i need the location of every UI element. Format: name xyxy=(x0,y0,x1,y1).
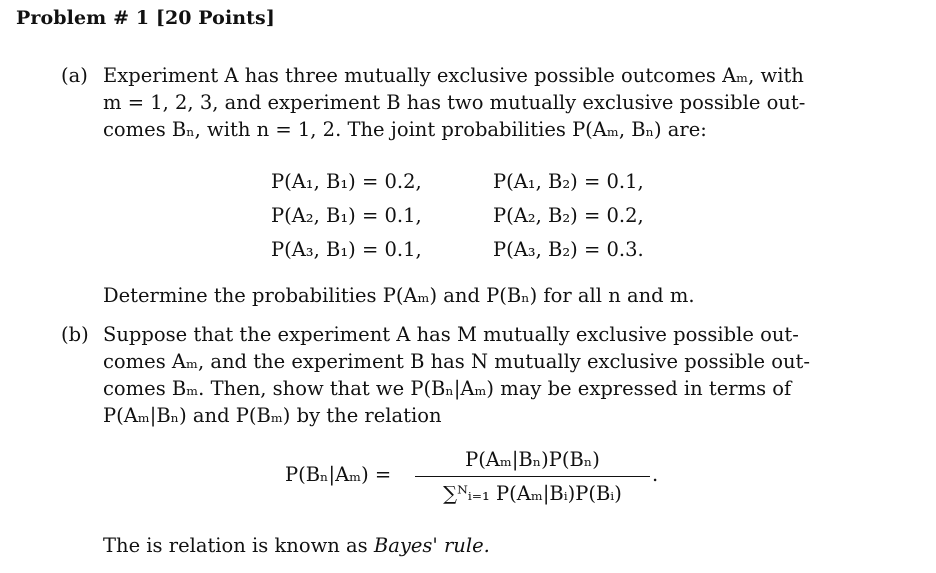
probability-entry: P(A₁, B₂) = 0.1, xyxy=(493,170,644,193)
probability-entry: P(A₃, B₁) = 0.1, xyxy=(271,238,422,261)
formula-numerator: P(Aₘ|Bₙ)P(Bₙ) xyxy=(465,448,600,471)
formula-denominator: ∑ᴺᵢ₌₁ P(Aₘ|Bᵢ)P(Bᵢ) xyxy=(443,482,622,505)
part-a-line-1: Experiment A has three mutually exclusive possible outcomes Aₘ, with xyxy=(103,64,804,87)
probability-entry: P(A₂, B₂) = 0.2, xyxy=(493,204,644,227)
part-a-label: (a) xyxy=(61,64,88,87)
formula-period: . xyxy=(652,463,659,486)
probability-entry: P(A₂, B₁) = 0.1, xyxy=(271,204,422,227)
probability-entry: P(A₁, B₁) = 0.2, xyxy=(271,170,422,193)
part-b-line-1: Suppose that the experiment A has M mutually exclusive possible out- xyxy=(103,323,799,346)
bayes-rule-term: Bayes' rule. xyxy=(373,534,490,557)
probability-row xyxy=(271,233,683,267)
closing-text: The is relation is known as xyxy=(103,534,374,557)
part-b-label: (b) xyxy=(61,323,89,346)
formula-fraction xyxy=(415,446,650,507)
fraction-bar xyxy=(415,476,650,477)
probability-entry: P(A₃, B₂) = 0.3. xyxy=(493,238,644,261)
part-a-line-3: comes Bₙ, with n = 1, 2. The joint probabilities P(Aₘ, Bₙ) are: xyxy=(103,118,707,141)
joint-probability-table xyxy=(271,165,683,267)
formula-lhs: P(Bₙ|Aₘ) = xyxy=(285,463,392,486)
part-b-line-2: comes Aₘ, and the experiment B has N mutually exclusive possible out- xyxy=(103,350,810,373)
part-b-line-3: comes Bₘ. Then, show that we P(Bₙ|Aₘ) may be expressed in terms of xyxy=(103,377,792,400)
closing-sentence xyxy=(103,532,490,559)
problem-heading: Problem # 1 [20 Points] xyxy=(16,7,275,29)
part-b-line-4: P(Aₘ|Bₙ) and P(Bₘ) by the relation xyxy=(103,404,442,427)
probability-row xyxy=(271,199,683,233)
part-a-line-2: m = 1, 2, 3, and experiment B has two mutually exclusive possible out- xyxy=(103,91,806,114)
probability-row xyxy=(271,165,683,199)
part-a-task: Determine the probabilities P(Aₘ) and P(Bₙ) for all n and m. xyxy=(103,284,695,307)
